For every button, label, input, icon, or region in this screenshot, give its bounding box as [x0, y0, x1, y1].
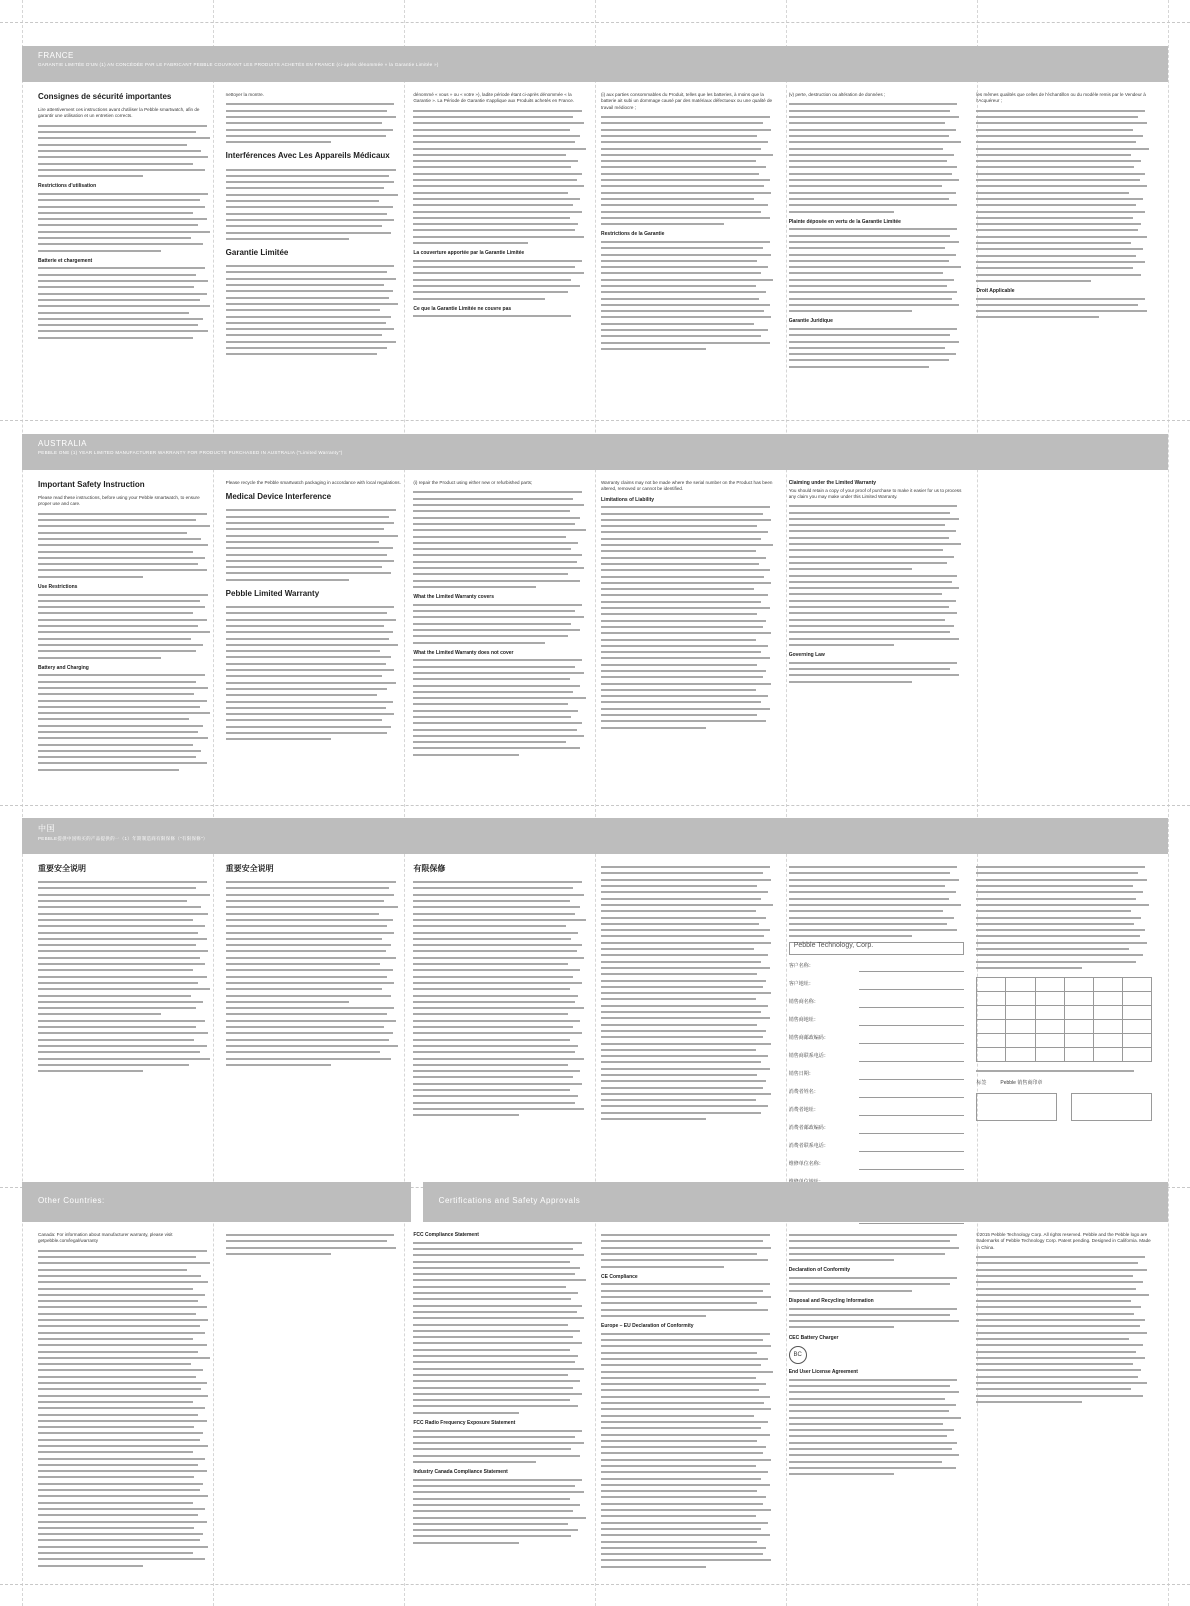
form-field[interactable]	[859, 1105, 965, 1116]
form-field[interactable]	[859, 1159, 965, 1170]
section-band	[22, 46, 1168, 82]
body-text-line	[226, 1062, 402, 1068]
form-field[interactable]	[859, 1033, 965, 1044]
stamp-box	[976, 1093, 1057, 1121]
section-china	[22, 818, 1168, 1173]
form-field[interactable]	[859, 1015, 965, 1026]
column-text: ©2015 Pebble Technology Corp. All rights reserved. Pebble and the Pebble logo are trademarks of Pebble Technology Corp. Patent pending. Designed in California. Made in China.	[976, 1232, 1151, 1250]
column-1	[38, 92, 214, 370]
column-5	[789, 480, 965, 773]
column-heading: Consignes de sécurité importantes	[38, 92, 172, 101]
body-text-line	[413, 240, 589, 246]
body-text-line	[226, 736, 402, 742]
repair-record-table	[976, 977, 1152, 1062]
column-subheading: Restrictions d'utilisation	[38, 183, 97, 190]
form-row	[789, 1120, 965, 1138]
body-text-line	[226, 139, 402, 145]
column-subheading: Restrictions de la Garantie	[601, 231, 665, 238]
column-subheading: FCC Compliance Statement	[413, 1232, 479, 1238]
body-text-line	[601, 346, 777, 352]
column-heading: Interférences Avec Les Appareils Médicaux	[225, 151, 390, 161]
form-row	[789, 976, 965, 994]
body-text-line	[413, 639, 589, 645]
stamp-box	[1071, 1093, 1152, 1121]
body-text-line	[413, 295, 589, 301]
form-label: 销售商邮政编码：	[788, 1035, 829, 1042]
stamp-area	[976, 1080, 1152, 1086]
stamp-label-seller: Pebble 销售商印章	[1000, 1080, 1043, 1087]
column-3	[413, 480, 589, 773]
section-other	[22, 1182, 1168, 1577]
column-subheading: Governing Law	[788, 651, 825, 658]
body-text-line	[38, 1562, 214, 1568]
form-field[interactable]	[859, 979, 965, 990]
body-text-line	[601, 1263, 777, 1269]
body-text-line	[976, 1399, 1152, 1405]
column-text: Lire attentivement ces instructions avant d'utiliser la Pebble smartwatch, afin de garantir une utilisation et un entretien corrects.	[38, 107, 200, 119]
column-4	[601, 864, 777, 1228]
column-heading: Garantie Limitée	[225, 247, 289, 257]
column-subheading: Ce que la Garantie Limitée ne couvre pas	[413, 305, 512, 312]
column-3	[413, 92, 589, 370]
body-text-line	[38, 173, 214, 179]
body-text-line	[789, 1288, 965, 1294]
form-row	[789, 1030, 965, 1048]
column-4	[601, 92, 777, 370]
form-label: 消费者邮政编码：	[788, 1125, 829, 1132]
form-row	[789, 1066, 965, 1084]
column-heading: 重要安全说明	[225, 864, 274, 873]
body-text-line	[413, 752, 589, 758]
column-subheading: Battery and Charging	[38, 664, 89, 671]
column-subheading: CEC Battery Charger	[788, 1334, 839, 1341]
band-other-countries	[22, 1182, 411, 1222]
body-text-line	[601, 1564, 777, 1570]
column-subheading: Use Restrictions	[38, 583, 78, 590]
body-text-line	[226, 236, 402, 242]
stamp-boxes	[976, 1093, 1152, 1121]
column-2	[226, 480, 402, 773]
body-text-line	[789, 364, 965, 370]
body-text-line	[413, 313, 589, 319]
body-text-line	[789, 678, 965, 684]
section-country: 中国	[38, 824, 55, 833]
section-subtitle: PEBBLE提供中国购买的产品提供的一（1）年期制造商有限保修（“有限保修”）	[38, 836, 208, 841]
form-label: 消费者联系电话：	[788, 1143, 829, 1150]
column-heading: Important Safety Instruction	[38, 480, 145, 489]
body-text-line	[789, 933, 965, 939]
form-field[interactable]	[859, 997, 965, 1008]
section-subtitle: PEBBLE ONE (1) YEAR LIMITED MANUFACTURER WARRANTY FOR PRODUCTS PURCHASED IN AUSTRALIA ("Limited Warranty")	[38, 450, 343, 455]
column-1	[38, 864, 214, 1228]
column-5	[789, 92, 965, 370]
column-4	[601, 480, 777, 773]
column-2	[226, 1232, 402, 1570]
column-heading: 有限保修	[413, 864, 446, 873]
form-field[interactable]	[859, 961, 965, 972]
column-subheading: Industry Canada Compliance Statement	[413, 1469, 508, 1476]
column-6	[976, 480, 1152, 773]
form-row	[789, 1138, 965, 1156]
body-text-line	[38, 335, 214, 341]
column-2	[226, 864, 402, 1228]
body-text-line	[789, 642, 965, 648]
column-6	[976, 864, 1152, 1228]
cut-line-1	[0, 420, 1190, 421]
column-text: Please recycle the Pebble smartwatch packaging in accordance with local regulations.	[225, 480, 401, 485]
section-country: FRANCE	[38, 51, 74, 60]
body-text-line	[601, 724, 777, 730]
body-text-line	[38, 767, 214, 773]
column-heading: 重要安全说明	[38, 864, 86, 873]
form-field[interactable]	[859, 1123, 965, 1134]
body-text-line	[226, 577, 402, 583]
column-6	[976, 92, 1152, 370]
form-row	[789, 1102, 965, 1120]
band-certifications	[423, 1182, 1168, 1222]
column-subheading: Limitations of Liability	[601, 496, 655, 503]
column-1	[38, 480, 214, 773]
cut-line-2	[0, 805, 1190, 806]
column-subheading: What the Limited Warranty covers	[413, 594, 495, 601]
body-text-line	[976, 314, 1152, 320]
cut-line-bottom	[0, 1584, 1190, 1585]
form-field[interactable]	[859, 1141, 965, 1152]
form-row	[789, 958, 965, 976]
form-label: 客户名称：	[788, 963, 814, 970]
body-text-line	[976, 1068, 1152, 1074]
form-label: 销售商地址：	[788, 1017, 819, 1024]
form-label: 消费者地址：	[788, 1107, 819, 1114]
section-band	[22, 434, 1168, 470]
section-australia	[22, 434, 1168, 794]
column-text: (v) perte, destruction ou altération de données ;	[788, 92, 886, 97]
column-subheading: Disposal and Recycling Information	[788, 1297, 874, 1304]
body-text-line	[976, 965, 1152, 971]
column-2	[226, 92, 402, 370]
column-subheading: Claiming under the Limited Warranty	[788, 480, 877, 486]
body-text-line	[601, 1116, 777, 1122]
column-3	[413, 1232, 589, 1570]
column-4	[601, 1232, 777, 1570]
column-text: (i) repair the Product using either new or refurbished parts;	[413, 480, 533, 485]
column-3	[413, 864, 589, 1228]
fold-line-right	[1168, 0, 1169, 1606]
column-text: Canada: For information about manufacturer warranty, please visit getpebble.com/legal/warranty	[38, 1232, 173, 1244]
column-subheading: End User License Agreement	[788, 1369, 858, 1376]
form-field[interactable]	[859, 1051, 965, 1062]
charger-compliance-mark: BC	[789, 1346, 807, 1364]
column-subheading: Plainte déposée en vertu de la Garantie Limitée	[788, 218, 901, 225]
column-subheading: What the Limited Warranty does not cover	[413, 649, 514, 656]
band-title: Other Countries:	[38, 1196, 105, 1205]
column-text: les mêmes qualités que celles de l'échantillon ou du modèle remis par le Vendeur à l'Acquéreur ;	[976, 92, 1146, 104]
column-1	[38, 1232, 214, 1570]
body-text-line	[413, 584, 589, 590]
form-label: 维修单位名称：	[788, 1161, 824, 1168]
column-text: nettoyer la montre.	[225, 92, 264, 97]
column-heading: Pebble Limited Warranty	[225, 588, 320, 598]
form-row	[789, 1012, 965, 1030]
form-label: 销售商联系电话：	[788, 1053, 829, 1060]
body-text-line	[413, 1540, 589, 1546]
form-row	[789, 1048, 965, 1066]
body-text-line	[601, 221, 777, 227]
column-subheading: La couverture apportée par la Garantie Limitée	[413, 250, 525, 257]
body-text-line	[38, 654, 214, 660]
body-text-line	[789, 1257, 965, 1263]
column-subheading: Declaration of Conformity	[788, 1267, 851, 1274]
cut-line-top	[0, 22, 1190, 23]
section-country: AUSTRALIA	[38, 439, 87, 448]
body-text-line	[789, 1471, 965, 1477]
column-heading: Medical Device Interference	[225, 492, 332, 502]
form-row-company	[789, 940, 965, 958]
form-row	[789, 1156, 965, 1174]
column-5	[789, 864, 965, 1228]
column-subheading: Droit Applicable	[976, 287, 1015, 294]
body-text-line	[226, 351, 402, 357]
column-5	[789, 1232, 965, 1570]
form-label: 客户地址：	[788, 981, 814, 988]
body-text-line	[413, 1410, 589, 1416]
column-subheading: Europe – EU Declaration of Conformity	[601, 1323, 694, 1330]
column-text: (i) aux parties consommables du Produit, telles que les batteries, à moins que la batterie ait subi un dommage causé par des matériaux défectueux ou une qualité de travail médiocre ;	[601, 92, 773, 110]
body-text-line	[413, 1459, 589, 1465]
form-label: 销售商名称：	[788, 999, 819, 1006]
company-name-box: Pebble Technology, Corp.	[789, 942, 965, 955]
column-subheading: CE Compliance	[601, 1273, 638, 1280]
section-subtitle: GARANTIE LIMITÉE D'UN (1) AN CONCÉDÉE PAR LE FABRICANT PEBBLE COUVRANT LES PRODUITS ACHETÉS EN FRANCE (ci-après dénommée « la Garantie Limitée »)	[38, 62, 439, 67]
body-text-line	[38, 247, 214, 253]
body-text-line	[601, 1313, 777, 1319]
body-text-line	[226, 1251, 402, 1257]
stamp-label: 标签	[976, 1080, 987, 1087]
form-row	[789, 1084, 965, 1102]
body-text-line	[789, 208, 965, 214]
section-band	[22, 818, 1168, 854]
body-text-line	[38, 574, 214, 580]
column-text: Please read these instructions, before using your Pebble smartwatch, to ensure proper use and care.	[38, 495, 200, 507]
section-france	[22, 46, 1168, 406]
column-subheading: Garantie Juridique	[788, 318, 833, 325]
column-subheading: FCC Radio Frequency Exposure Statement	[413, 1419, 516, 1426]
band-title: Certifications and Safety Approvals	[438, 1196, 581, 1205]
column-subheading: Batterie et chargement	[38, 257, 93, 264]
column-text: Warranty claims may not be made where the serial number on the Product has been altered, removed or cannot be identified.	[601, 480, 773, 492]
form-row	[789, 994, 965, 1012]
form-field[interactable]	[859, 1069, 965, 1080]
body-text-line	[789, 1324, 965, 1330]
column-text: You should retain a copy of your proof of purchase to make it easier for us to process any claim you may make under this Limited Warranty.	[788, 487, 962, 499]
body-text-line	[789, 308, 965, 314]
form-field[interactable]	[859, 1087, 965, 1098]
form-label: 销售日期：	[788, 1071, 814, 1078]
form-label: 消费者姓名：	[788, 1089, 819, 1096]
body-text-line	[976, 278, 1152, 284]
column-6	[976, 1232, 1152, 1570]
body-text-line	[38, 1068, 214, 1074]
column-text: dénommé « vous » ou « votre »), ladite période étant ci-après dénommée « la Garantie ». La Période de Garantie s'applique aux Produits achetés en France.	[413, 92, 575, 104]
body-text-line	[413, 1112, 589, 1118]
